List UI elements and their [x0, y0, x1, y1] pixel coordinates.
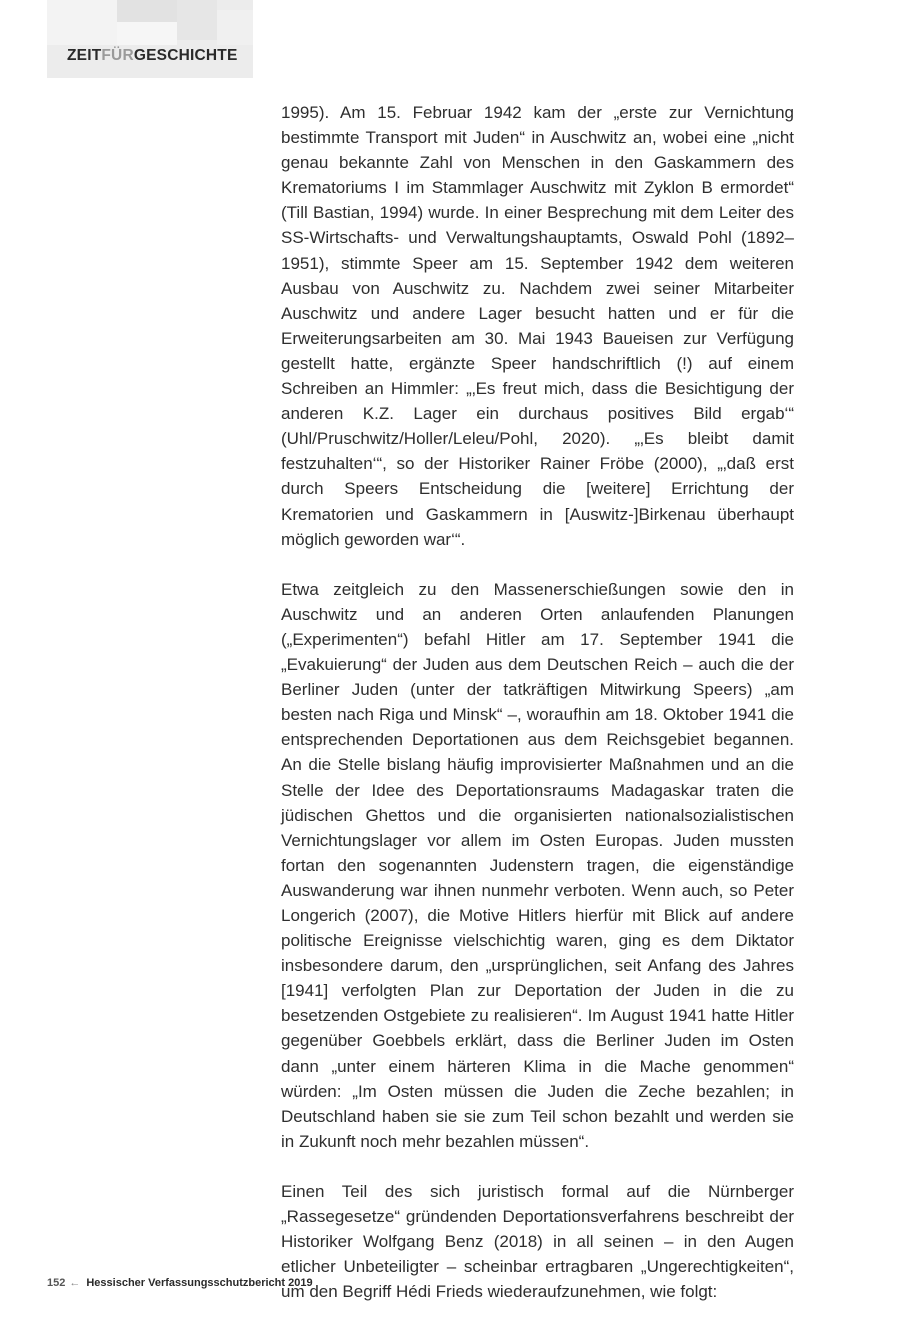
header-decor-square	[217, 10, 253, 45]
section-title	[67, 47, 237, 65]
header-decor-square	[177, 0, 217, 40]
back-arrow-icon: ←	[69, 1277, 81, 1289]
section-title-part2: FÜR	[101, 47, 134, 64]
page-number: 152	[47, 1277, 66, 1289]
header-decor-square	[47, 0, 117, 45]
paragraph: 1995). Am 15. Februar 1942 kam der „erste zur Vernichtung bestimmte Transport mit Juden“ in Auschwitz an, wobei eine „nicht genau bekannte Zahl von Menschen in den Gaskammern des Krematoriums I im Stammlager Auschwitz mit Zyklon B ermordet“ (Till Bastian, 1994) wurde. In einer Besprechung mit dem Leiter des SS-Wirtschafts- und Verwaltungshauptamts, Oswald Pohl (1892–1951), stimmte Speer am 15. September 1942 dem weiteren Ausbau von Auschwitz zu. Nachdem zwei seiner Mitarbeiter Auschwitz und andere Lager besucht hatten und er für die Erweiterungsarbeiten am 30. Mai 1943 Baueisen zur Verfügung gestellt hatte, ergänzte Speer handschriftlich (!) auf einem Schreiben an Himmler: „‚Es freut mich, dass die Besichtigung der anderen K.Z. Lager ein durchaus positives Bild ergab‘“ (Uhl/Pruschwitz/Holler/Leleu/Pohl, 2020). „‚Es bleibt damit festzuhalten‘“, so der Historiker Rainer Fröbe (2000), „‚daß erst durch Speers Entscheidung die [weitere] Errichtung der Krematorien und Gaskammern in [Auswitz-]Birkenau überhaupt möglich geworden war‘“.	[281, 103, 794, 549]
header-banner	[47, 0, 253, 78]
page-footer	[47, 1277, 313, 1289]
publication-title: Hessischer Verfassungsschutzbericht 2019	[86, 1277, 313, 1289]
header-decor-square	[117, 22, 177, 45]
paragraph: Etwa zeitgleich zu den Massenerschießungen sowie den in Auschwitz und an anderen Orten anlaufenden Planungen („Experimenten“) befahl Hitler am 17. September 1941 die „Evakuierung“ der Juden aus dem Deutschen Reich – auch die der Berliner Juden (unter der tatkräftigen Mitwirkung Speers) „am besten nach Riga und Minsk“ –, woraufhin am 18. Oktober 1941 die entsprechenden Deportationen aus dem Reichsgebiet begannen. An die Stelle bislang häufig improvisierter Maßnahmen und an die Stelle der Idee des Deportationsraums Madagaskar traten die jüdischen Ghettos und die organisierten nationalsozialistischen Vernichtungslager vor allem im Osten Europas. Juden mussten fortan den sogenannten Judenstern tragen, die eigenständige Auswanderung war ihnen nunmehr verboten. Wenn auch, so Peter Longerich (2007), die Motive Hitlers hierfür mit Blick auf andere politische Ereignisse vielschichtig waren, ging es dem Diktator insbesondere darum, den „ursprünglichen, seit Anfang des Jahres [1941] verfolgten Plan zur Deportation der Juden in die zu besetzenden Ostgebiete zu realisieren“. Im August 1941 hatte Hitler gegenüber Goebbels erklärt, dass die Berliner Juden im Osten dann „unter einem härteren Klima in die Mache genommen“ würden: „Im Osten müssen die Juden die Zeche bezahlen; in Deutschland haben sie sie zum Teil schon bezahlt und werden sie in Zukunft noch mehr bezahlen müssen“.	[281, 579, 794, 1151]
header-decor-square	[117, 0, 177, 22]
paragraph: Einen Teil des sich juristisch formal auf die Nürnberger „Rassegesetze“ gründenden Deportationsverfahrens beschreibt der Historiker Wolfgang Benz (2018) in all seinen – in den Augen etlicher Unbeteiligter – scheinbar ertragbaren „Ungerechtigkeiten“, um den Begriff Hédi Frieds wiederaufzunehmen, wie folgt:	[281, 1182, 794, 1302]
section-title-part1: ZEIT	[67, 47, 102, 64]
section-title-part3: GESCHICHTE	[133, 47, 238, 64]
body-text	[281, 100, 794, 1330]
